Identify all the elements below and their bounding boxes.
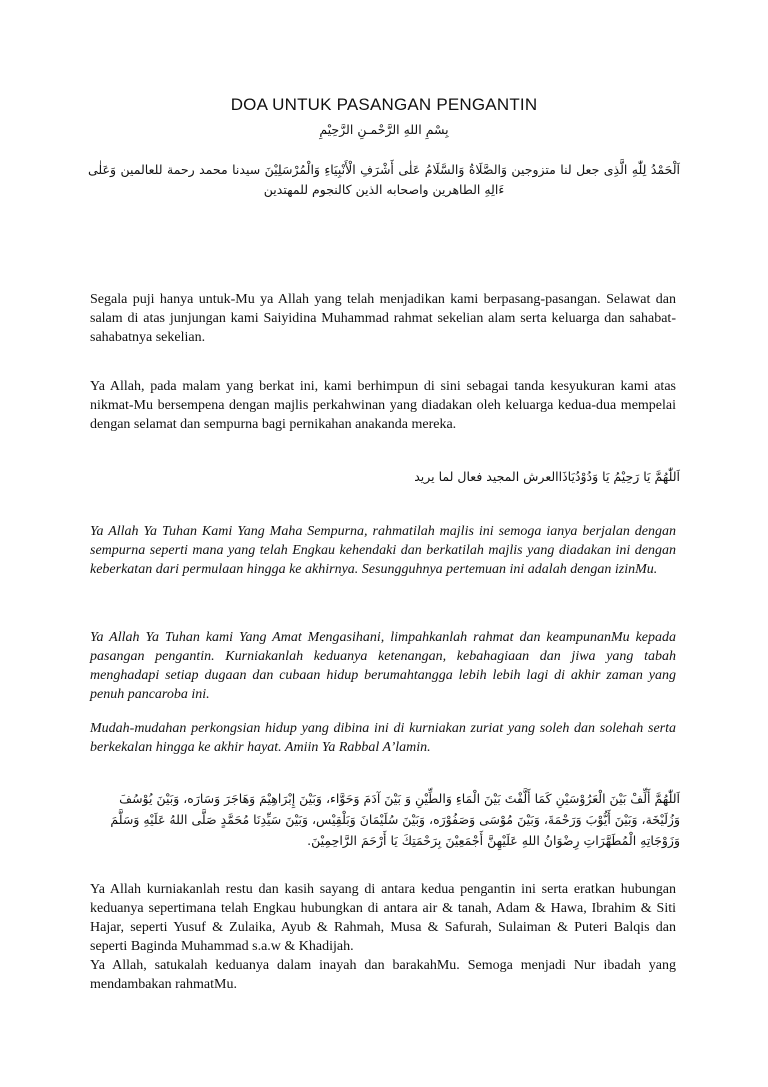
paragraph-bless-ceremony: Ya Allah Ya Tuhan Kami Yang Maha Sempurna, rahmatilah majlis ini semoga ianya berjalan dengan sempurna seperti mana yang telah Engkau kehendaki dan berkatilah majlis yang diadakan ini dengan keberkatan dari permulaan hingga ke akhirnya. Sesungguhnya pertemuan ini adalah dengan izinMu. — [90, 524, 676, 577]
paragraph-gathering: Ya Allah, pada malam yang berkat ini, kami berhimpun di sini sebagai tanda kesyukuran kami atas nikmat-Mu bersempena dengan majlis perkahwinan yang diadakan oleh keluarga kedua-dua mempelai dengan selamat dan sempurna bagi pernikahan anakanda mereka. — [90, 379, 676, 432]
paragraph-praise: Segala puji hanya untuk-Mu ya Allah yang telah menjadikan kami berpasang-pasangan. Selawat dan salam di atas junjungan kami Saiyidina Muhammad rahmat sekelian alam serta keluarga dan sahabat-sahabatnya sekelian. — [90, 292, 676, 345]
arabic-invocation: اَللّٰهُمَّ يَا رَحِيْمُ يَا وَدُوْدُيَاذَاالعرش المجيد فعال لما يريد — [414, 469, 680, 484]
paragraph-affection: Ya Allah kurniakanlah restu dan kasih sayang di antara kedua pengantin ini serta eratkan hubungan keduanya sepertimana telah Engkau hubungkan di antara air & tanah, Adam & Hawa, Ibrahim & Siti Hajar, seperti Yusuf & Zulaika, Ayub & Rahmah, Musa & Safurah, Sulaiman & Puteri Balqis dan seperti Baginda Muhammad s.a.w & Khadijah. — [90, 882, 676, 954]
arabic-opening-praise: اَلْحَمْدُ لِلّٰهِ الَّذِى جعل لنا متزوجين وَالصَّلَاةُ وَالسَّلَامُ عَلٰى أَشْرَفِ الْأَنْبِيَاءِ وَالْمُرْسَلِيْنَ سيدنا محمد رحمة للعالمين وَعَلٰى ءَالِهِ الطاهرين واصحابه الذين كالنجوم للمهتدين — [88, 162, 680, 197]
bismillah-line: بِسْمِ اللهِ الرَّحْمـنِ الرَّحِيْمِ — [319, 122, 449, 137]
document-title: DOA UNTUK PASANGAN PENGANTIN — [230, 95, 538, 114]
paragraph-unite: Ya Allah, satukalah keduanya dalam inayah dan barakahMu. Semoga menjadi Nur ibadah yang mendambakan rahmatMu. — [90, 958, 676, 992]
paragraph-mercy-couple: Ya Allah Ya Tuhan kami Yang Amat Mengasihani, limpahkanlah rahmat dan keampunanMu kepada pasangan pengantin. Kurniakanlah keduanya ketenangan, kebahagiaan dan jiwa yang tabah menghadapi setiap dugaan dan cubaan hidup berumahtangga lebih lebih lagi di akhir zaman yang penuh pancaroba ini. — [90, 630, 676, 702]
paragraph-offspring: Mudah-mudahan perkongsian hidup yang dibina ini di kurniakan zuriat yang soleh dan solehah serta berkekalan hingga ke akhir hayat. Amiin Ya Rabbal A’lamin. — [90, 721, 676, 755]
arabic-union-prayer: اَللّٰهُمَّ أَلِّفْ بَيْنَ الْعَرُوْسَيْنِ كَمَا أَلَّفْتَ بَيْنَ الْمَاءِ وَالطِّيْنِ وَ بَيْنَ آدَمَ وَحَوَّاء، وَبَيْنَ إِبْرَاهِيْمَ وَهَاجَرَ وَسَارَه، وَبَيْنَ يُوْسُفَ وَزُلَيْخَة، وَبَيْنَ أَيُّوْبَ وَرَحْمَةَ، وَبَيْنَ مُوْسَى وَصَفُوْرَه، وَبَيْنَ سُلَيْمَانَ وَبَلْقِيْس، وَبَيْنَ سَيِّدِنَا مُحَمَّدٍ صَلَّى اللهُ عَلَيْهِ وَسَلَّمَ وَزَوْجَاتِهِ الْمُطَهَّرَاتِ رِضْوَانُ اللهِ عَلَيْهِنَّ أَجْمَعِيْنَ بِرَحْمَتِكَ يَا أَرْحَمَ الرَّاحِمِيْنَ. — [110, 791, 680, 848]
